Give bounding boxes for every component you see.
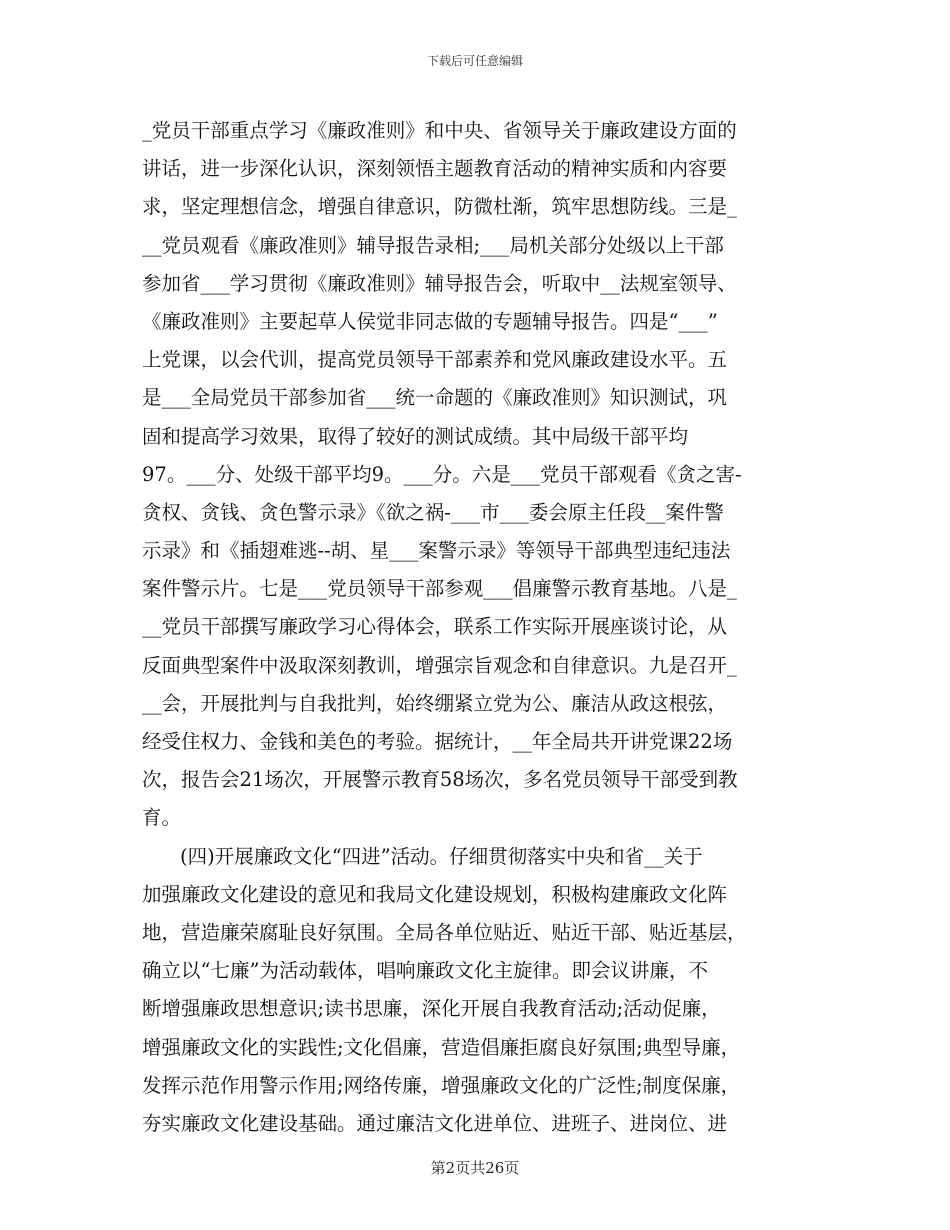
page-number-footer: 第2页共26页 xyxy=(430,1159,520,1177)
text-line: 贪权、贪钱、贪色警示录》《欲之祸-___市___委会原主任段__案件警 xyxy=(142,500,724,524)
text-line: _党员干部重点学习《廉政准则》和中央、省领导关于廉政建设方面的 xyxy=(142,119,737,142)
text-line: __党员干部撰写廉政学习心得体会，联系工作实际开展座谈讨论，从 xyxy=(142,615,728,639)
text-line: 求，坚定理想信念，增强自律意识，防微杜渐，筑牢思想防线。三是_ xyxy=(142,195,737,219)
page-header: 下载后可任意编辑 xyxy=(426,54,523,68)
text-line: 参加省___学习贯彻《廉政准则》辅导报告会，听取中__法规室领导、 xyxy=(142,271,737,295)
text-line: 确立以“七廉”为活动载体，唱响廉政文化主旋律。即会议讲廉，不 xyxy=(142,959,708,983)
text-line: 地，营造廉荣腐耻良好氛围。全局各单位贴近、贴近干部、贴近基层， xyxy=(142,920,747,944)
text-line: 夯实廉政文化建设基础。通过廉洁文化进单位、进班子、进岗位、进 xyxy=(142,1111,728,1135)
text-line: 发挥示范作用警示作用;网络传廉，增强廉政文化的广泛性;制度保廉， xyxy=(142,1073,741,1097)
text-line: 反面典型案件中汲取深刻教训，增强宗旨观念和自律意识。九是召开_ xyxy=(142,653,737,677)
text-line: __党员观看《廉政准则》辅导报告录相;___局机关部分处级以上干部 xyxy=(142,233,724,257)
text-line: 增强廉政文化的实践性;文化倡廉，营造倡廉拒腐良好氛围;典型导廉， xyxy=(142,1035,741,1059)
text-line: 加强廉政文化建设的意见和我局文化建设规划，积极构建廉政文化阵 xyxy=(142,882,728,906)
text-line: 97。___分、处级干部平均9。___分。六是___党员干部观看《贪之害- xyxy=(142,462,742,486)
text-line: __会，开展批判与自我批判，始终绷紧立党为公、廉洁从政这根弦， xyxy=(142,691,728,715)
text-line: 固和提高学习效果，取得了较好的测试成绩。其中局级干部平均 xyxy=(142,424,689,448)
text-line: 讲话，进一步深化认识，深刻领悟主题教育活动的精神实质和内容要 xyxy=(142,157,728,181)
text-line: 《廉政准则》主要起草人侯觉非同志做的专题辅导报告。四是“___” xyxy=(142,309,718,333)
text-line: 上党课，以会代训，提高党员领导干部素养和党风廉政建设水平。五 xyxy=(142,348,728,372)
document-body xyxy=(142,112,814,1143)
text-line: 经受住权力、金钱和美色的考验。据统计，__年全局共开讲党课22场 xyxy=(142,730,733,753)
text-line: 次，报告会21场次，开展警示教育58场次，多名党员领导干部受到教 xyxy=(142,768,738,792)
text-line: 示录》和《插翅难逃--胡、星___案警示录》等领导干部典型违纪违法 xyxy=(142,539,731,563)
text-line: 断增强廉政思想意识;读书思廉，深化开展自我教育活动;活动促廉， xyxy=(142,997,721,1021)
paragraph-start-line: (四)开展廉政文化“四进”活动。仔细贯彻落实中央和省__关于 xyxy=(180,844,703,868)
text-line: 案件警示片。七是___党员领导干部参观___倡廉警示教育基地。八是_ xyxy=(142,577,737,601)
text-line: 育。 xyxy=(142,806,182,830)
text-line: 是___全局党员干部参加省___统一命题的《廉政准则》知识测试，巩 xyxy=(142,386,728,410)
